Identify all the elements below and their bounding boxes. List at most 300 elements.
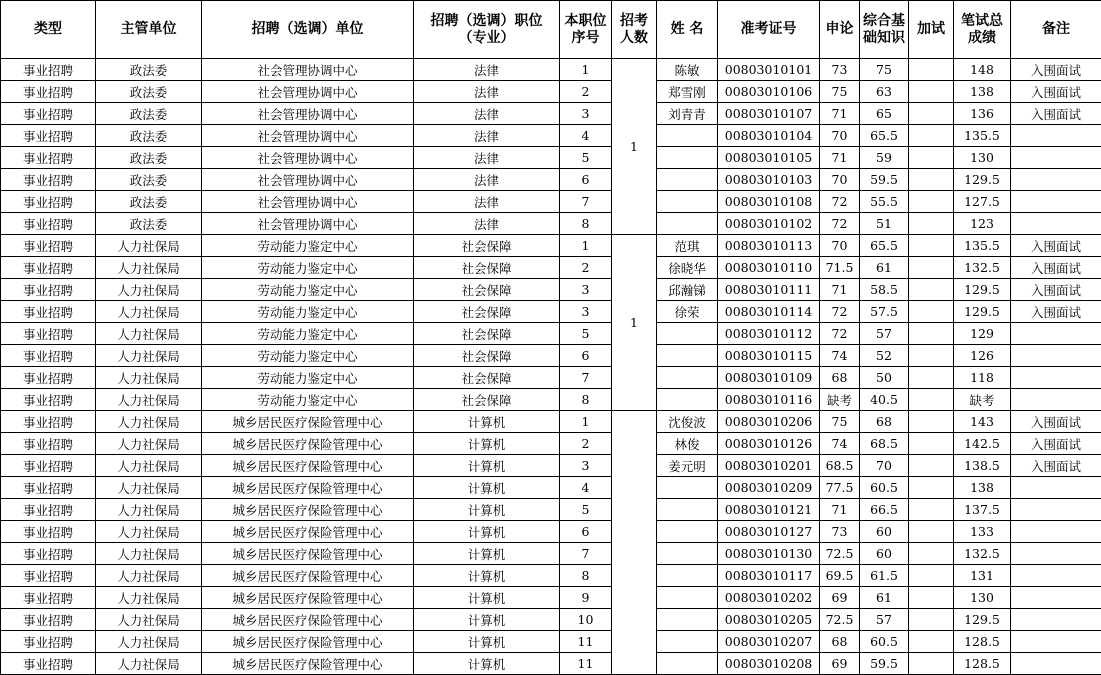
cell-remark bbox=[1011, 521, 1101, 543]
table-row bbox=[1, 103, 1101, 125]
cell-unit: 城乡居民医疗保险管理中心 bbox=[202, 543, 414, 565]
cell-unit: 城乡居民医疗保险管理中心 bbox=[202, 477, 414, 499]
cell-total-score: 135.5 bbox=[954, 235, 1011, 257]
cell-ticket-no: 00803010106 bbox=[718, 81, 820, 103]
cell-unit: 社会管理协调中心 bbox=[202, 103, 414, 125]
cell-remark bbox=[1011, 345, 1101, 367]
cell-ticket-no: 00803010116 bbox=[718, 389, 820, 411]
cell-total-score: 123 bbox=[954, 213, 1011, 235]
cell-position-no: 2 bbox=[560, 433, 612, 455]
cell-type: 事业招聘 bbox=[1, 147, 96, 169]
cell-recruit-count bbox=[612, 411, 657, 675]
cell-unit: 社会管理协调中心 bbox=[202, 213, 414, 235]
cell-ticket-no: 00803010206 bbox=[718, 411, 820, 433]
cell-position: 计算机 bbox=[414, 433, 560, 455]
cell-ticket-no: 00803010113 bbox=[718, 235, 820, 257]
cell-department: 人力社保局 bbox=[96, 279, 202, 301]
cell-type: 事业招聘 bbox=[1, 125, 96, 147]
cell-unit: 城乡居民医疗保险管理中心 bbox=[202, 433, 414, 455]
cell-position: 社会保障 bbox=[414, 389, 560, 411]
cell-position-no: 7 bbox=[560, 543, 612, 565]
cell-type: 事业招聘 bbox=[1, 345, 96, 367]
cell-department: 人力社保局 bbox=[96, 631, 202, 653]
cell-type: 事业招聘 bbox=[1, 609, 96, 631]
cell-remark bbox=[1011, 565, 1101, 587]
cell-remark bbox=[1011, 631, 1101, 653]
cell-total-score: 137.5 bbox=[954, 499, 1011, 521]
cell-name bbox=[657, 213, 718, 235]
cell-department: 人力社保局 bbox=[96, 411, 202, 433]
cell-unit: 社会管理协调中心 bbox=[202, 81, 414, 103]
cell-department: 政法委 bbox=[96, 125, 202, 147]
cell-type: 事业招聘 bbox=[1, 521, 96, 543]
cell-total-score: 128.5 bbox=[954, 653, 1011, 675]
cell-extra-test bbox=[909, 169, 954, 191]
cell-ticket-no: 00803010105 bbox=[718, 147, 820, 169]
cell-unit: 城乡居民医疗保险管理中心 bbox=[202, 565, 414, 587]
cell-ticket-no: 00803010130 bbox=[718, 543, 820, 565]
cell-type: 事业招聘 bbox=[1, 543, 96, 565]
cell-department: 政法委 bbox=[96, 213, 202, 235]
cell-essay: 71 bbox=[820, 103, 860, 125]
cell-position: 计算机 bbox=[414, 631, 560, 653]
cell-position: 计算机 bbox=[414, 477, 560, 499]
cell-remark bbox=[1011, 213, 1101, 235]
cell-name bbox=[657, 345, 718, 367]
cell-essay: 69 bbox=[820, 587, 860, 609]
cell-total-score: 148 bbox=[954, 59, 1011, 81]
cell-extra-test bbox=[909, 631, 954, 653]
cell-extra-test bbox=[909, 59, 954, 81]
cell-basic-knowledge: 61.5 bbox=[860, 565, 909, 587]
cell-ticket-no: 00803010114 bbox=[718, 301, 820, 323]
cell-position-no: 9 bbox=[560, 587, 612, 609]
table-row bbox=[1, 587, 1101, 609]
cell-type: 事业招聘 bbox=[1, 191, 96, 213]
cell-extra-test bbox=[909, 103, 954, 125]
cell-essay: 69 bbox=[820, 653, 860, 675]
cell-ticket-no: 00803010208 bbox=[718, 653, 820, 675]
cell-ticket-no: 00803010201 bbox=[718, 455, 820, 477]
cell-position-no: 7 bbox=[560, 367, 612, 389]
cell-ticket-no: 00803010108 bbox=[718, 191, 820, 213]
header-essay: 申论 bbox=[820, 1, 860, 59]
cell-name: 陈敏 bbox=[657, 59, 718, 81]
table-row bbox=[1, 301, 1101, 323]
cell-position-no: 1 bbox=[560, 59, 612, 81]
cell-department: 政法委 bbox=[96, 103, 202, 125]
cell-unit: 社会管理协调中心 bbox=[202, 125, 414, 147]
cell-name bbox=[657, 565, 718, 587]
table-row bbox=[1, 499, 1101, 521]
cell-remark: 入围面试 bbox=[1011, 279, 1101, 301]
cell-essay: 68 bbox=[820, 367, 860, 389]
cell-unit: 劳动能力鉴定中心 bbox=[202, 301, 414, 323]
cell-department: 人力社保局 bbox=[96, 609, 202, 631]
cell-remark bbox=[1011, 499, 1101, 521]
cell-unit: 劳动能力鉴定中心 bbox=[202, 279, 414, 301]
cell-basic-knowledge: 60.5 bbox=[860, 477, 909, 499]
cell-ticket-no: 00803010101 bbox=[718, 59, 820, 81]
header-name: 姓 名 bbox=[657, 1, 718, 59]
cell-remark bbox=[1011, 389, 1101, 411]
cell-remark bbox=[1011, 587, 1101, 609]
cell-type: 事业招聘 bbox=[1, 279, 96, 301]
cell-extra-test bbox=[909, 213, 954, 235]
cell-extra-test bbox=[909, 125, 954, 147]
cell-name bbox=[657, 543, 718, 565]
cell-extra-test bbox=[909, 653, 954, 675]
cell-type: 事业招聘 bbox=[1, 213, 96, 235]
cell-total-score: 133 bbox=[954, 521, 1011, 543]
cell-name: 林俊 bbox=[657, 433, 718, 455]
cell-unit: 劳动能力鉴定中心 bbox=[202, 235, 414, 257]
cell-essay: 72 bbox=[820, 301, 860, 323]
cell-essay: 71 bbox=[820, 279, 860, 301]
cell-position: 法律 bbox=[414, 103, 560, 125]
cell-type: 事业招聘 bbox=[1, 323, 96, 345]
cell-type: 事业招聘 bbox=[1, 389, 96, 411]
cell-extra-test bbox=[909, 565, 954, 587]
cell-position-no: 8 bbox=[560, 389, 612, 411]
cell-department: 人力社保局 bbox=[96, 433, 202, 455]
cell-remark: 入围面试 bbox=[1011, 235, 1101, 257]
table-row bbox=[1, 389, 1101, 411]
cell-type: 事业招聘 bbox=[1, 631, 96, 653]
header-basic-knowledge: 综合基 础知识 bbox=[860, 1, 909, 59]
cell-basic-knowledge: 65.5 bbox=[860, 235, 909, 257]
cell-essay: 77.5 bbox=[820, 477, 860, 499]
header-position-no: 本职位 序号 bbox=[560, 1, 612, 59]
cell-basic-knowledge: 66.5 bbox=[860, 499, 909, 521]
cell-unit: 劳动能力鉴定中心 bbox=[202, 323, 414, 345]
cell-position: 计算机 bbox=[414, 411, 560, 433]
cell-position-no: 11 bbox=[560, 653, 612, 675]
cell-department: 人力社保局 bbox=[96, 587, 202, 609]
table-body bbox=[1, 59, 1101, 675]
cell-remark bbox=[1011, 147, 1101, 169]
cell-basic-knowledge: 59.5 bbox=[860, 169, 909, 191]
cell-unit: 劳动能力鉴定中心 bbox=[202, 389, 414, 411]
cell-type: 事业招聘 bbox=[1, 653, 96, 675]
cell-basic-knowledge: 51 bbox=[860, 213, 909, 235]
cell-basic-knowledge: 70 bbox=[860, 455, 909, 477]
table-row bbox=[1, 367, 1101, 389]
cell-name bbox=[657, 653, 718, 675]
cell-basic-knowledge: 68.5 bbox=[860, 433, 909, 455]
cell-department: 人力社保局 bbox=[96, 477, 202, 499]
cell-type: 事业招聘 bbox=[1, 433, 96, 455]
cell-remark: 入围面试 bbox=[1011, 455, 1101, 477]
cell-remark: 入围面试 bbox=[1011, 411, 1101, 433]
cell-position: 社会保障 bbox=[414, 257, 560, 279]
cell-position-no: 4 bbox=[560, 125, 612, 147]
cell-name bbox=[657, 191, 718, 213]
cell-basic-knowledge: 40.5 bbox=[860, 389, 909, 411]
cell-total-score: 142.5 bbox=[954, 433, 1011, 455]
cell-position: 计算机 bbox=[414, 543, 560, 565]
cell-ticket-no: 00803010121 bbox=[718, 499, 820, 521]
cell-position-no: 11 bbox=[560, 631, 612, 653]
cell-type: 事业招聘 bbox=[1, 477, 96, 499]
cell-ticket-no: 00803010109 bbox=[718, 367, 820, 389]
cell-basic-knowledge: 55.5 bbox=[860, 191, 909, 213]
cell-total-score: 129 bbox=[954, 323, 1011, 345]
cell-position-no: 10 bbox=[560, 609, 612, 631]
cell-position-no: 5 bbox=[560, 147, 612, 169]
cell-position-no: 5 bbox=[560, 323, 612, 345]
cell-basic-knowledge: 58.5 bbox=[860, 279, 909, 301]
cell-remark bbox=[1011, 609, 1101, 631]
cell-total-score: 129.5 bbox=[954, 301, 1011, 323]
cell-basic-knowledge: 65.5 bbox=[860, 125, 909, 147]
header-position: 招聘（选调）职位 （专业） bbox=[414, 1, 560, 59]
table-row bbox=[1, 631, 1101, 653]
table-row bbox=[1, 433, 1101, 455]
cell-unit: 城乡居民医疗保险管理中心 bbox=[202, 653, 414, 675]
cell-type: 事业招聘 bbox=[1, 81, 96, 103]
cell-position-no: 3 bbox=[560, 301, 612, 323]
table-row bbox=[1, 609, 1101, 631]
cell-position-no: 2 bbox=[560, 257, 612, 279]
cell-department: 政法委 bbox=[96, 169, 202, 191]
cell-extra-test bbox=[909, 147, 954, 169]
cell-department: 政法委 bbox=[96, 147, 202, 169]
cell-basic-knowledge: 65 bbox=[860, 103, 909, 125]
cell-remark: 入围面试 bbox=[1011, 301, 1101, 323]
cell-ticket-no: 00803010102 bbox=[718, 213, 820, 235]
cell-unit: 城乡居民医疗保险管理中心 bbox=[202, 587, 414, 609]
cell-position: 计算机 bbox=[414, 587, 560, 609]
cell-remark bbox=[1011, 367, 1101, 389]
table-row bbox=[1, 213, 1101, 235]
table-row bbox=[1, 477, 1101, 499]
cell-position: 社会保障 bbox=[414, 323, 560, 345]
cell-total-score: 132.5 bbox=[954, 543, 1011, 565]
cell-unit: 城乡居民医疗保险管理中心 bbox=[202, 521, 414, 543]
cell-position-no: 3 bbox=[560, 455, 612, 477]
cell-position: 计算机 bbox=[414, 653, 560, 675]
cell-extra-test bbox=[909, 499, 954, 521]
cell-remark: 入围面试 bbox=[1011, 433, 1101, 455]
cell-type: 事业招聘 bbox=[1, 301, 96, 323]
table-row bbox=[1, 345, 1101, 367]
table-row bbox=[1, 257, 1101, 279]
cell-name bbox=[657, 477, 718, 499]
table-header bbox=[1, 1, 1101, 59]
cell-name: 徐荣 bbox=[657, 301, 718, 323]
cell-name bbox=[657, 147, 718, 169]
cell-department: 政法委 bbox=[96, 59, 202, 81]
cell-position: 社会保障 bbox=[414, 235, 560, 257]
cell-department: 政法委 bbox=[96, 191, 202, 213]
cell-position: 社会保障 bbox=[414, 367, 560, 389]
cell-ticket-no: 00803010107 bbox=[718, 103, 820, 125]
cell-extra-test bbox=[909, 389, 954, 411]
cell-remark bbox=[1011, 323, 1101, 345]
cell-essay: 70 bbox=[820, 235, 860, 257]
cell-name bbox=[657, 125, 718, 147]
cell-basic-knowledge: 68 bbox=[860, 411, 909, 433]
cell-position: 法律 bbox=[414, 169, 560, 191]
cell-basic-knowledge: 60 bbox=[860, 521, 909, 543]
cell-name bbox=[657, 587, 718, 609]
cell-position-no: 5 bbox=[560, 499, 612, 521]
cell-essay: 75 bbox=[820, 81, 860, 103]
cell-essay: 缺考 bbox=[820, 389, 860, 411]
cell-total-score: 缺考 bbox=[954, 389, 1011, 411]
cell-ticket-no: 00803010104 bbox=[718, 125, 820, 147]
cell-recruit-count: 1 bbox=[612, 235, 657, 411]
cell-department: 人力社保局 bbox=[96, 543, 202, 565]
table-row bbox=[1, 411, 1101, 433]
cell-extra-test bbox=[909, 477, 954, 499]
cell-name: 范琪 bbox=[657, 235, 718, 257]
cell-unit: 社会管理协调中心 bbox=[202, 59, 414, 81]
header-remark: 备注 bbox=[1011, 1, 1101, 59]
cell-total-score: 138.5 bbox=[954, 455, 1011, 477]
cell-extra-test bbox=[909, 433, 954, 455]
cell-total-score: 135.5 bbox=[954, 125, 1011, 147]
cell-department: 人力社保局 bbox=[96, 345, 202, 367]
table-row bbox=[1, 191, 1101, 213]
header-department: 主管单位 bbox=[96, 1, 202, 59]
cell-position: 法律 bbox=[414, 191, 560, 213]
cell-essay: 70 bbox=[820, 169, 860, 191]
cell-position: 法律 bbox=[414, 147, 560, 169]
table-row bbox=[1, 565, 1101, 587]
cell-remark bbox=[1011, 653, 1101, 675]
cell-total-score: 126 bbox=[954, 345, 1011, 367]
cell-total-score: 129.5 bbox=[954, 279, 1011, 301]
cell-type: 事业招聘 bbox=[1, 367, 96, 389]
cell-total-score: 138 bbox=[954, 477, 1011, 499]
cell-remark: 入围面试 bbox=[1011, 59, 1101, 81]
cell-unit: 城乡居民医疗保险管理中心 bbox=[202, 631, 414, 653]
cell-type: 事业招聘 bbox=[1, 103, 96, 125]
cell-position-no: 1 bbox=[560, 235, 612, 257]
cell-name: 刘青青 bbox=[657, 103, 718, 125]
table-row bbox=[1, 653, 1101, 675]
cell-recruit-count: 1 bbox=[612, 59, 657, 235]
cell-extra-test bbox=[909, 301, 954, 323]
cell-basic-knowledge: 59 bbox=[860, 147, 909, 169]
cell-department: 人力社保局 bbox=[96, 499, 202, 521]
cell-total-score: 130 bbox=[954, 587, 1011, 609]
header-extra-test: 加试 bbox=[909, 1, 954, 59]
cell-department: 人力社保局 bbox=[96, 257, 202, 279]
cell-ticket-no: 00803010205 bbox=[718, 609, 820, 631]
cell-extra-test bbox=[909, 81, 954, 103]
header-ticket-no: 准考证号 bbox=[718, 1, 820, 59]
cell-name: 徐晓华 bbox=[657, 257, 718, 279]
cell-remark bbox=[1011, 543, 1101, 565]
cell-unit: 城乡居民医疗保险管理中心 bbox=[202, 499, 414, 521]
cell-extra-test bbox=[909, 543, 954, 565]
cell-position-no: 2 bbox=[560, 81, 612, 103]
cell-remark bbox=[1011, 477, 1101, 499]
cell-total-score: 143 bbox=[954, 411, 1011, 433]
cell-position-no: 8 bbox=[560, 213, 612, 235]
cell-position: 计算机 bbox=[414, 499, 560, 521]
cell-name bbox=[657, 609, 718, 631]
cell-ticket-no: 00803010209 bbox=[718, 477, 820, 499]
cell-total-score: 118 bbox=[954, 367, 1011, 389]
cell-essay: 70 bbox=[820, 125, 860, 147]
cell-extra-test bbox=[909, 345, 954, 367]
cell-essay: 72 bbox=[820, 323, 860, 345]
cell-essay: 68 bbox=[820, 631, 860, 653]
cell-ticket-no: 00803010103 bbox=[718, 169, 820, 191]
cell-position: 法律 bbox=[414, 213, 560, 235]
cell-name: 邱瀚锑 bbox=[657, 279, 718, 301]
cell-unit: 社会管理协调中心 bbox=[202, 169, 414, 191]
cell-ticket-no: 00803010117 bbox=[718, 565, 820, 587]
header-row bbox=[1, 1, 1101, 59]
cell-name bbox=[657, 389, 718, 411]
cell-type: 事业招聘 bbox=[1, 169, 96, 191]
cell-position-no: 6 bbox=[560, 345, 612, 367]
cell-name bbox=[657, 499, 718, 521]
cell-essay: 72.5 bbox=[820, 543, 860, 565]
cell-essay: 73 bbox=[820, 521, 860, 543]
cell-unit: 社会管理协调中心 bbox=[202, 147, 414, 169]
cell-total-score: 128.5 bbox=[954, 631, 1011, 653]
cell-remark bbox=[1011, 169, 1101, 191]
cell-ticket-no: 00803010127 bbox=[718, 521, 820, 543]
cell-essay: 68.5 bbox=[820, 455, 860, 477]
table-row bbox=[1, 455, 1101, 477]
cell-type: 事业招聘 bbox=[1, 455, 96, 477]
cell-position-no: 8 bbox=[560, 565, 612, 587]
cell-extra-test bbox=[909, 367, 954, 389]
cell-essay: 74 bbox=[820, 433, 860, 455]
cell-basic-knowledge: 60.5 bbox=[860, 631, 909, 653]
table-row bbox=[1, 323, 1101, 345]
cell-remark: 入围面试 bbox=[1011, 257, 1101, 279]
cell-department: 人力社保局 bbox=[96, 367, 202, 389]
cell-ticket-no: 00803010111 bbox=[718, 279, 820, 301]
cell-essay: 75 bbox=[820, 411, 860, 433]
cell-department: 人力社保局 bbox=[96, 389, 202, 411]
cell-essay: 72.5 bbox=[820, 609, 860, 631]
cell-remark: 入围面试 bbox=[1011, 103, 1101, 125]
cell-unit: 城乡居民医疗保险管理中心 bbox=[202, 411, 414, 433]
cell-extra-test bbox=[909, 609, 954, 631]
cell-position: 社会保障 bbox=[414, 345, 560, 367]
table-row bbox=[1, 543, 1101, 565]
cell-extra-test bbox=[909, 587, 954, 609]
cell-name: 姜元明 bbox=[657, 455, 718, 477]
cell-unit: 劳动能力鉴定中心 bbox=[202, 345, 414, 367]
cell-basic-knowledge: 63 bbox=[860, 81, 909, 103]
cell-total-score: 136 bbox=[954, 103, 1011, 125]
table-row bbox=[1, 235, 1101, 257]
header-type: 类型 bbox=[1, 1, 96, 59]
cell-basic-knowledge: 60 bbox=[860, 543, 909, 565]
cell-essay: 71 bbox=[820, 499, 860, 521]
cell-department: 人力社保局 bbox=[96, 565, 202, 587]
table-row bbox=[1, 521, 1101, 543]
cell-unit: 城乡居民医疗保险管理中心 bbox=[202, 455, 414, 477]
table-row bbox=[1, 59, 1101, 81]
cell-essay: 72 bbox=[820, 213, 860, 235]
cell-position: 法律 bbox=[414, 81, 560, 103]
cell-position: 计算机 bbox=[414, 521, 560, 543]
cell-total-score: 138 bbox=[954, 81, 1011, 103]
cell-type: 事业招聘 bbox=[1, 235, 96, 257]
cell-department: 人力社保局 bbox=[96, 235, 202, 257]
